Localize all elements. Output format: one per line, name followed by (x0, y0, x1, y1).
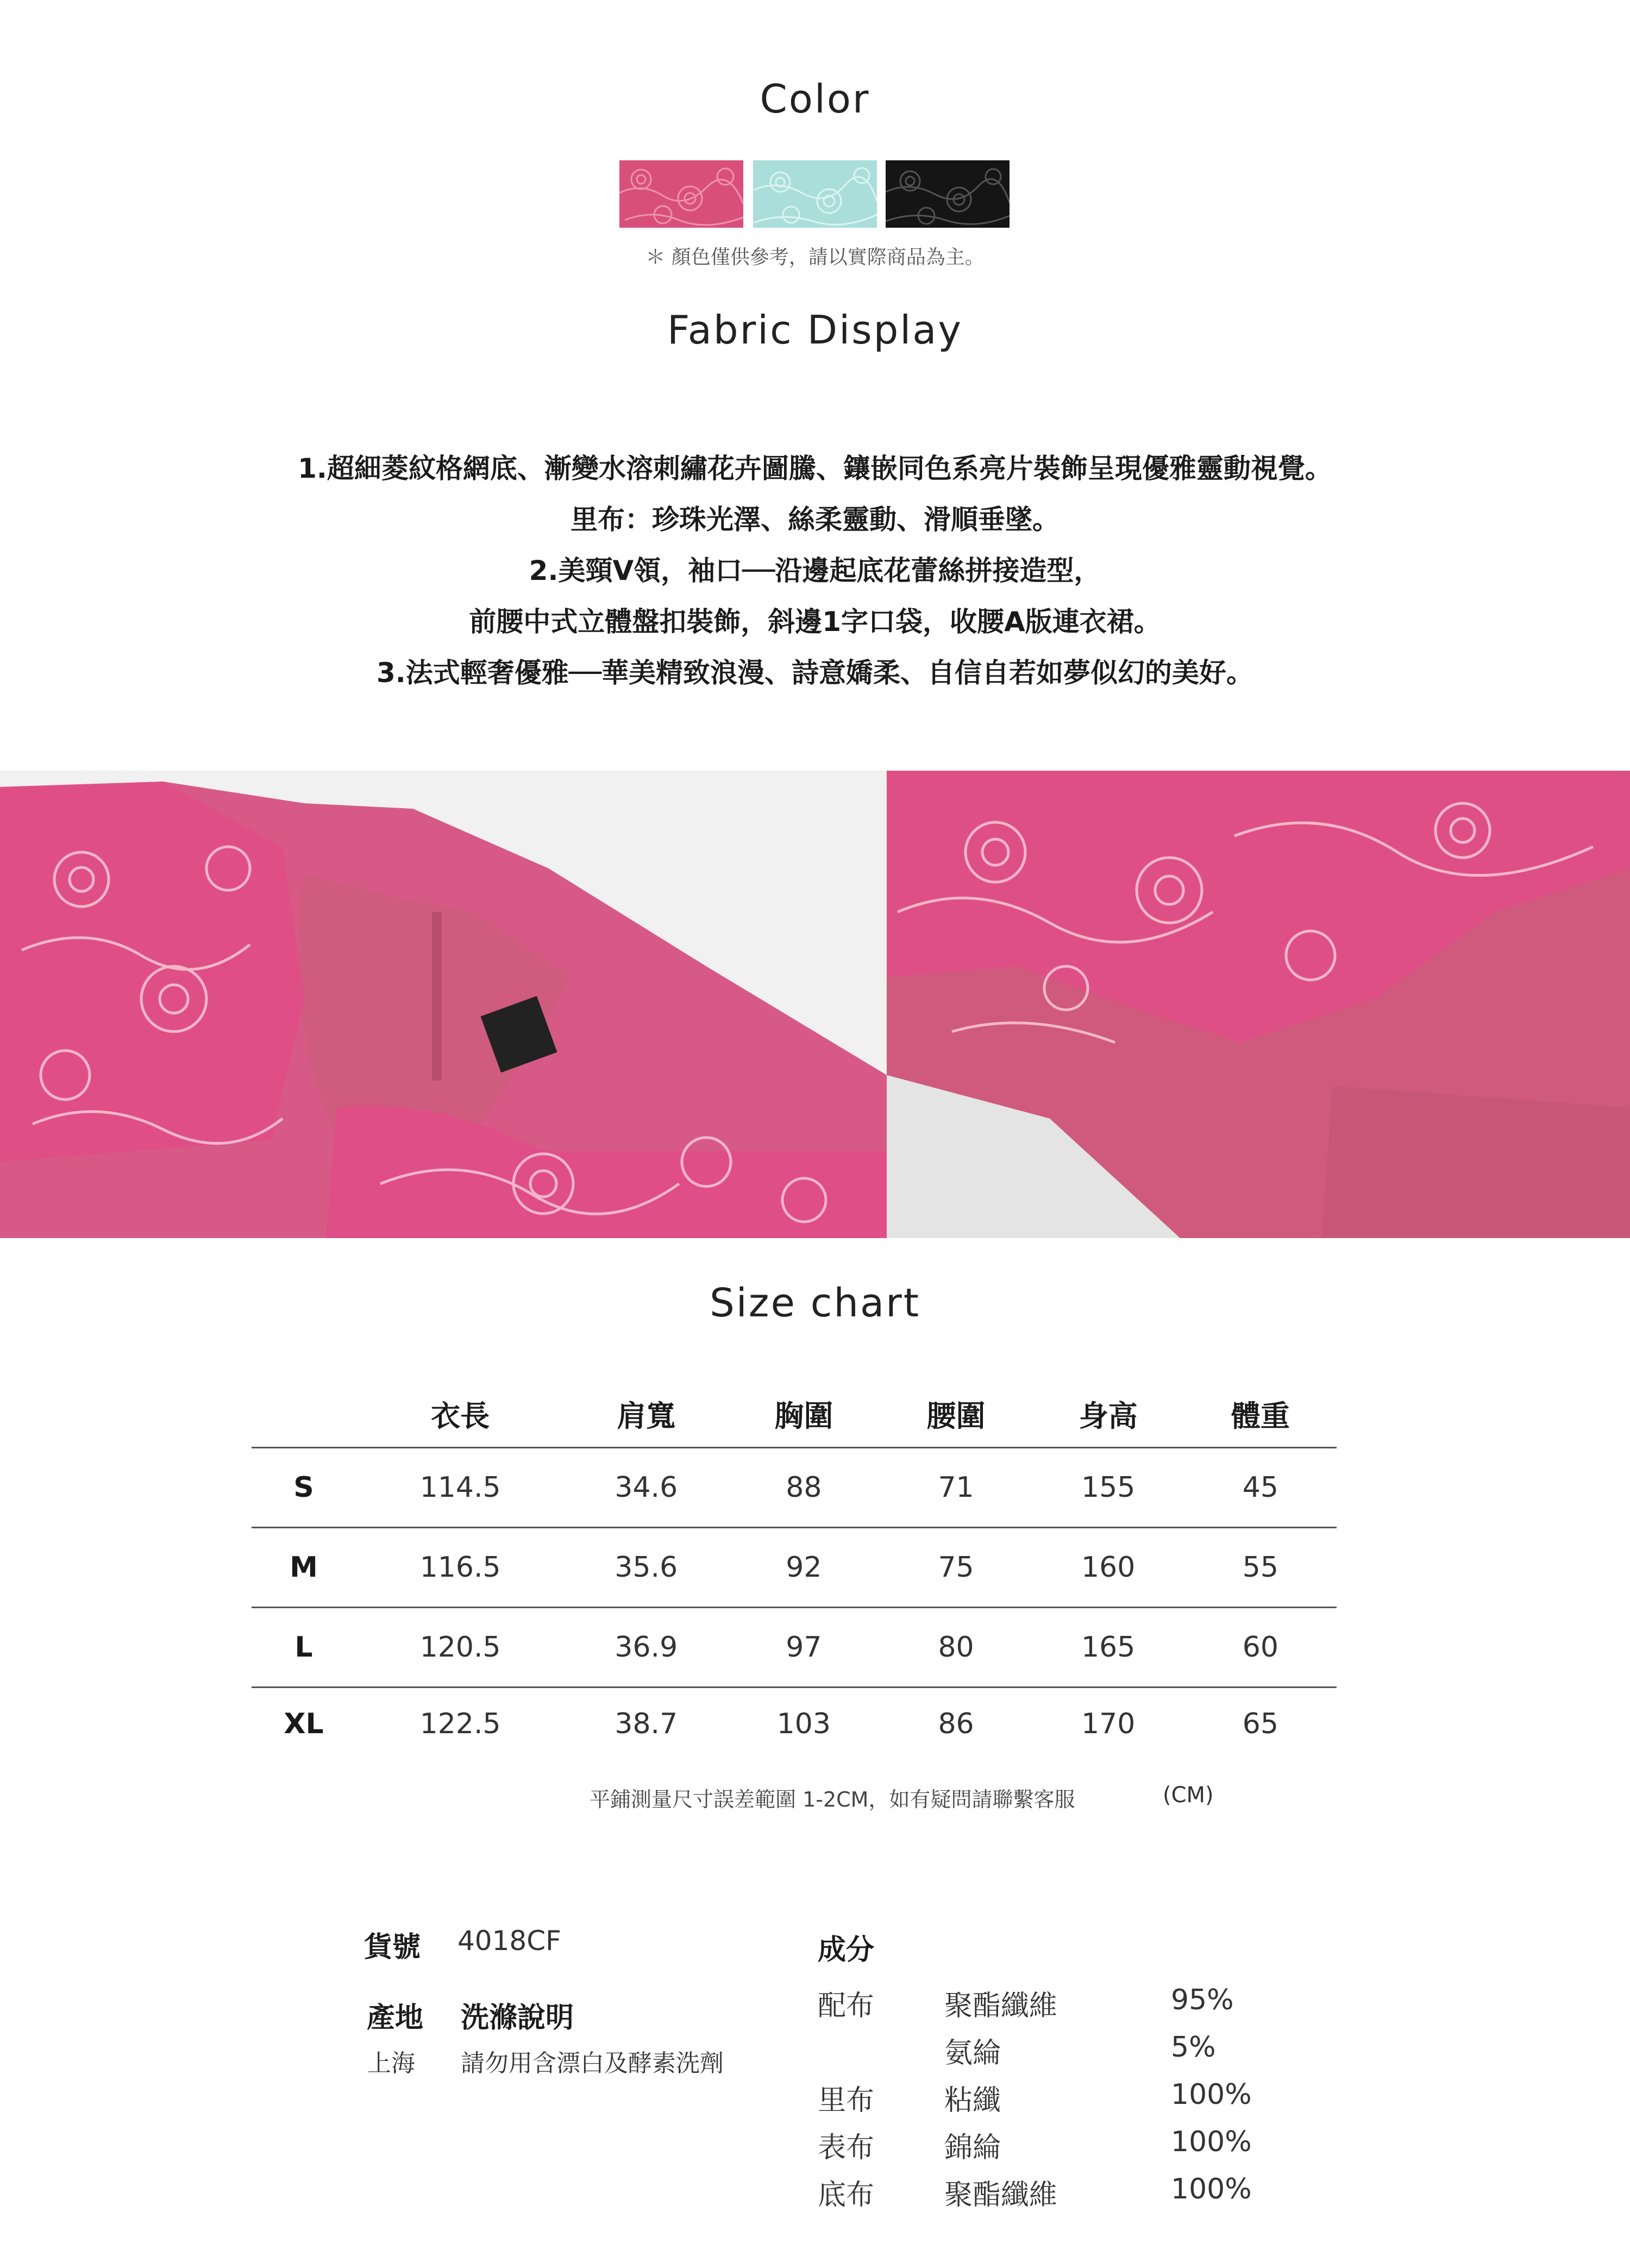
fabric-line: 3.法式輕奢優雅──華美精致浪漫、詩意嬌柔、自信自若如夢似幻的美好。 (377, 657, 1253, 689)
swatch-pink[interactable] (619, 160, 743, 228)
wash-value: 請勿用含漂白及酵素洗劑 (461, 2050, 724, 2077)
size-col-header: 衣長 (431, 1398, 490, 1433)
size-cell: 92 (728, 1528, 880, 1608)
composition-title: 成分 (818, 1934, 875, 1966)
composition-percent: 5% (1171, 2031, 1216, 2064)
size-cell: 65 (1184, 1688, 1337, 1760)
size-chart-title: Size chart (710, 1280, 920, 1326)
table-row (252, 1688, 1337, 1760)
size-cell: 35.6 (565, 1528, 728, 1608)
size-cell: 71 (880, 1448, 1032, 1528)
swatch-black[interactable] (886, 160, 1010, 228)
lace-pattern-black (886, 160, 1010, 228)
neckline-detail-photo (0, 771, 887, 1238)
size-chart-table (252, 1380, 1337, 1760)
size-col-header: 肩寬 (617, 1398, 676, 1433)
color-section-title: Color (760, 76, 870, 122)
lace-pattern-pink (619, 160, 743, 228)
fabric-line: 前腰中式立體盤扣裝飾，斜邊1字口袋，收腰A版連衣裙。 (469, 606, 1161, 638)
size-unit: (CM) (1163, 1783, 1214, 1808)
wash-label: 洗滌說明 (461, 2002, 574, 2034)
size-cell: 165 (1032, 1608, 1184, 1688)
size-cell: 60 (1184, 1608, 1337, 1688)
composition-part: 表布 (818, 2132, 875, 2164)
composition-percent: 95% (1171, 1984, 1234, 2016)
fabric-line: 1.超細菱紋格網底、漸變水溶刺繡花卉圖騰、鑲嵌同色系亮片裝飾呈現優雅靈動視覺。 (298, 453, 1332, 484)
lace-pattern-mint (753, 160, 877, 228)
item-no-label: 貨號 (364, 1931, 421, 1964)
size-cell: 155 (1032, 1448, 1184, 1528)
composition-part: 配布 (818, 1990, 875, 2022)
fabric-line: 2.美頸V領，袖口──沿邊起底花蕾絲拼接造型， (529, 555, 1101, 586)
composition-part: 里布 (818, 2084, 875, 2117)
composition-material: 聚酯纖維 (944, 1990, 1058, 2022)
table-row (252, 1608, 1337, 1688)
size-col-header: 胸圍 (774, 1398, 833, 1433)
size-cell: 170 (1032, 1688, 1184, 1760)
color-disclaimer: ＊ 顏色僅供參考，請以實際商品為主。 (645, 246, 985, 268)
size-cell: 75 (880, 1528, 1032, 1608)
size-cell: 116.5 (356, 1528, 565, 1608)
table-row (252, 1528, 1337, 1608)
size-col-header: 體重 (1231, 1398, 1290, 1433)
composition-material: 氨綸 (944, 2037, 1001, 2070)
size-cell: 120.5 (356, 1608, 565, 1688)
composition-material: 錦綸 (944, 2132, 1001, 2164)
fabric-description (0, 443, 1630, 698)
size-cell: 97 (728, 1608, 880, 1688)
size-col-header: 腰圍 (926, 1398, 986, 1433)
origin-value: 上海 (367, 2050, 415, 2077)
hem-detail-photo (887, 771, 1630, 1238)
table-row (252, 1448, 1337, 1528)
composition-percent: 100% (1171, 2078, 1252, 2111)
size-cell: 103 (728, 1688, 880, 1760)
size-cell: 38.7 (565, 1688, 728, 1760)
size-cell: 36.9 (565, 1608, 728, 1688)
composition-material: 聚酯纖維 (944, 2179, 1058, 2211)
size-measurement-note: 平鋪測量尺寸誤差範圍 1-2CM，如有疑問請聯繫客服 (590, 1788, 1075, 1811)
size-cell: 45 (1184, 1448, 1337, 1528)
fabric-section-title: Fabric Display (667, 307, 963, 353)
size-cell: 34.6 (565, 1448, 728, 1528)
composition-part: 底布 (818, 2179, 875, 2211)
size-cell: 86 (880, 1688, 1032, 1760)
size-cell: 55 (1184, 1528, 1337, 1608)
size-table-header (252, 1380, 1337, 1448)
size-cell: 80 (880, 1608, 1032, 1688)
size-cell: 88 (728, 1448, 880, 1528)
size-col-header: 身高 (1079, 1398, 1138, 1433)
item-no-value: 4018CF (457, 1925, 561, 1957)
origin-label: 產地 (367, 2002, 424, 2034)
composition-percent: 100% (1171, 2173, 1252, 2205)
size-cell: 160 (1032, 1528, 1184, 1608)
size-label: XL (252, 1688, 356, 1760)
size-cell: 122.5 (356, 1688, 565, 1760)
size-label: S (252, 1448, 356, 1528)
fabric-line: 里布：珍珠光澤、絲柔靈動、滑順垂墜。 (570, 504, 1060, 535)
swatch-mint[interactable] (753, 160, 877, 228)
size-header-blank (252, 1380, 356, 1448)
size-label: M (252, 1528, 356, 1608)
size-label: L (252, 1608, 356, 1688)
composition-material: 粘纖 (944, 2084, 1001, 2117)
composition-percent: 100% (1171, 2126, 1252, 2158)
size-cell: 114.5 (356, 1448, 565, 1528)
